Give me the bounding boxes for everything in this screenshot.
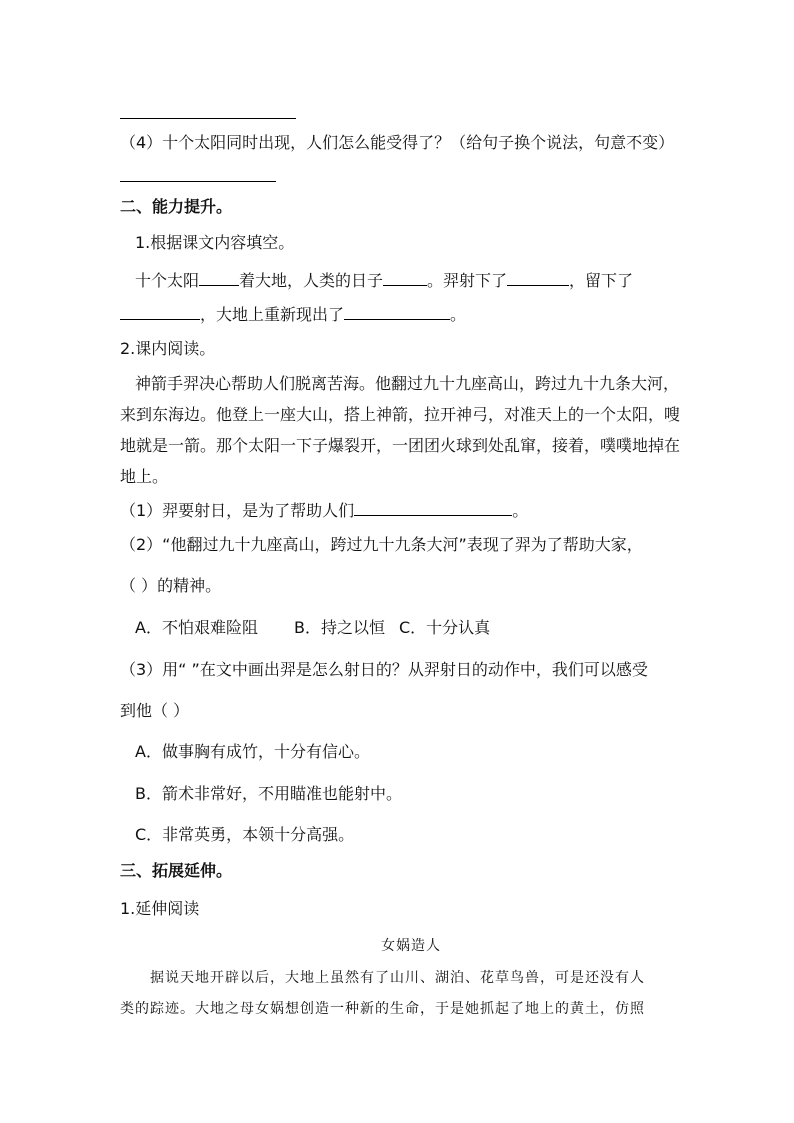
- question-text: 。: [512, 501, 529, 520]
- fill-line-1: [135, 269, 633, 291]
- section3-heading: 三、拓展延伸。: [120, 861, 233, 880]
- question-2-3-cont: 到他（ ）: [120, 701, 190, 720]
- blank: [383, 269, 427, 286]
- passage-line: 神箭手羿决心帮助人们脱离苦海。他翻过九十九座高山，跨过九十九条大河，: [135, 374, 680, 393]
- question-4: （4）十个太阳同时出现，人们怎么能受得了？（给句子换个说法，句意不变）: [120, 133, 675, 152]
- fill-text: 着大地，人类的日子: [239, 271, 384, 290]
- answer-line-q4: [120, 181, 276, 182]
- option-a: A．做事胸有成竹，十分有信心。: [135, 742, 370, 761]
- option-b: B．箭术非常好，不用瞄准也能射中。: [135, 784, 402, 803]
- blank: [344, 303, 450, 320]
- option-b: B．持之以恒: [294, 618, 385, 637]
- section3-item1-label: 1.延伸阅读: [120, 899, 200, 918]
- question-2-1: [120, 499, 528, 521]
- fill-text: ，大地上重新现出了: [200, 305, 345, 324]
- section2-item2-label: 2.课内阅读。: [120, 339, 216, 358]
- story-line: 据说天地开辟以后，大地上虽然有了山川、湖泊、花草鸟兽，可是还没有人: [150, 970, 645, 986]
- section2-item1-label: 1.根据课文内容填空。: [135, 233, 295, 252]
- fill-text: 。: [450, 305, 467, 324]
- blank: [199, 269, 239, 286]
- section2-heading: 二、能力提升。: [120, 197, 233, 216]
- passage-line: 地就是一箭。那个太阳一下子爆裂开，一团团火球到处乱窜，接着，噗噗地掉在: [120, 436, 681, 455]
- blank: [354, 499, 512, 516]
- option-c: C．十分认真: [399, 618, 491, 637]
- question-2-2: （2）“他翻过九十九座高山，跨过九十九条大河”表现了羿为了帮助大家，: [120, 535, 643, 554]
- option-c: C．非常英勇，本领十分高强。: [135, 825, 355, 844]
- question-text: （1）羿要射日，是为了帮助人们: [120, 501, 355, 520]
- question-2-3: （3）用“ ”在文中画出羿是怎么射日的？从羿射日的动作中，我们可以感受: [120, 660, 648, 679]
- fill-line-2: [120, 303, 466, 325]
- fill-text: 十个太阳: [135, 271, 200, 290]
- passage-line: 来到东海边。他登上一座大山，搭上神箭，拉开神弓，对准天上的一个太阳，嗖: [120, 405, 681, 424]
- blank: [120, 303, 200, 320]
- option-a: A．不怕艰难险阻: [135, 618, 258, 637]
- fill-text: 。羿射下了: [427, 271, 508, 290]
- story-title: 女娲造人: [381, 938, 441, 954]
- passage-line: 地上。: [120, 467, 169, 486]
- blank: [507, 269, 569, 286]
- question-2-2-cont: （ ）的精神。: [120, 576, 222, 595]
- answer-line-top: [120, 118, 296, 119]
- fill-text: ，留下了: [569, 271, 634, 290]
- story-line: 类的踪迹。大地之母女娲想创造一种新的生命，于是她抓起了地上的黄土，仿照: [120, 1001, 645, 1017]
